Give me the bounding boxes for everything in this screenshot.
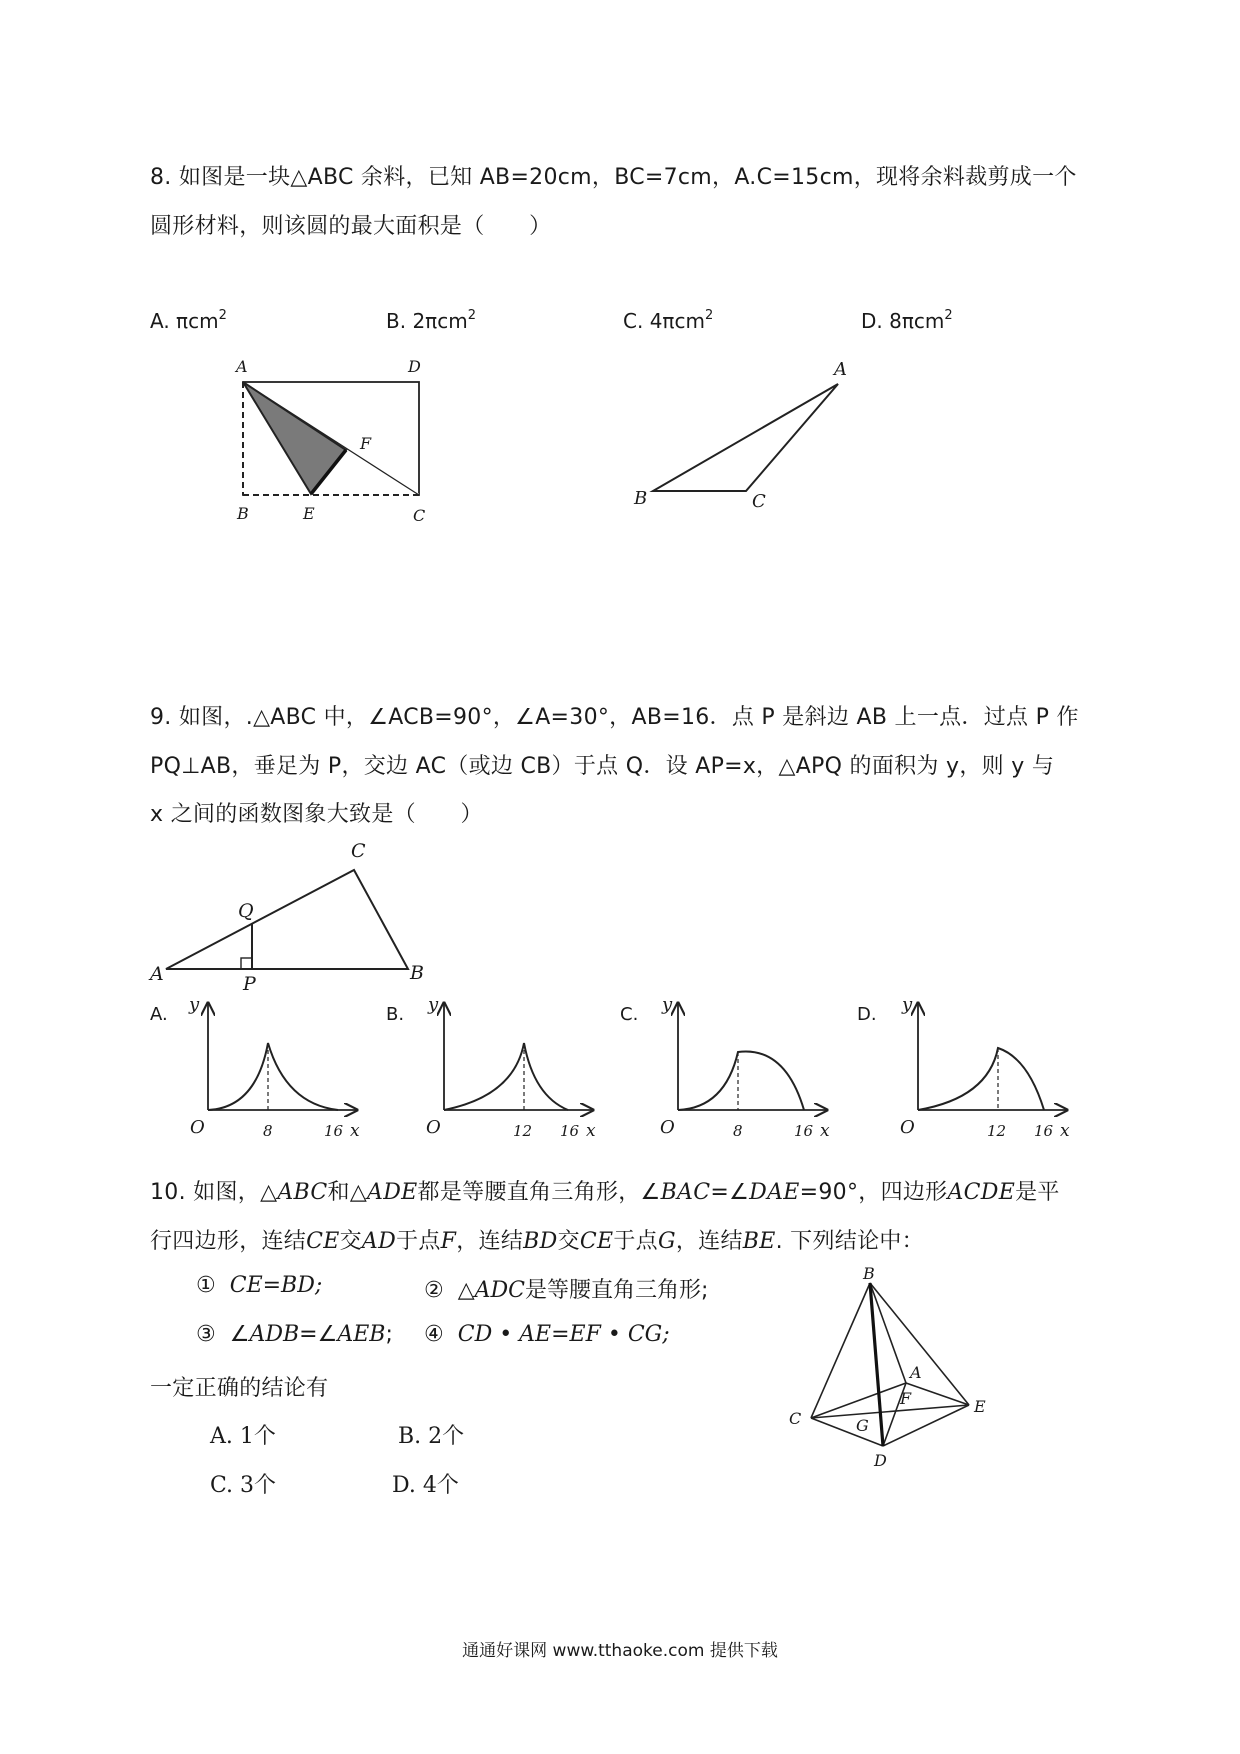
q10-fig-label-a: A (910, 1363, 922, 1382)
q10-fig-label-g: G (856, 1416, 869, 1435)
q9-graph-b-letter: B. (386, 1004, 405, 1025)
q9-text-line2: PQ⊥AB，垂足为 P，交边 AC（或边 CB）于点 Q．设 AP=x，△APQ 的面积为 y，则 y 与 (150, 754, 1055, 779)
q8-text-line2: 圆形材料，则该圆的最大面积是（ ） (150, 214, 552, 239)
q9-graph-d-tick2: 16 (1034, 1122, 1054, 1140)
q9-graph-d-y: y (902, 994, 913, 1015)
q10-option-a: A. 1个 (210, 1424, 276, 1449)
q9-graph-b-y: y (428, 994, 439, 1015)
q8-option-b: B. 2πcm$^2$ (386, 308, 476, 333)
q10-question: 一定正确的结论有 (150, 1376, 329, 1401)
q10-option-d: D. 4个 (392, 1473, 459, 1498)
q8-fig1-label-d: D (408, 357, 421, 376)
q9-fig-label-c: C (351, 840, 366, 862)
q10-option-c: C. 3个 (210, 1473, 277, 1498)
q9-graph-c-tick2: 16 (794, 1122, 814, 1140)
q8-fig2-label-c: C (752, 491, 766, 512)
q9-graph-c-tick1: 8 (733, 1122, 743, 1140)
q10-statement-3: ③ ∠ADB=∠AEB; (196, 1322, 393, 1347)
q10-statement-1: ① CE=BD; (196, 1273, 323, 1298)
q9-graph-c-x: x (820, 1121, 830, 1141)
q8-fig1-label-c: C (413, 506, 426, 525)
q8-fig1-label-b: B (237, 504, 249, 523)
q9-graph-b-x: x (586, 1121, 596, 1141)
q9-graph-c-y: y (662, 994, 673, 1015)
q8-option-a: A. πcm$^2$ (150, 308, 227, 333)
q9-graph-d-letter: D. (857, 1004, 877, 1025)
q10-option-b: B. 2个 (398, 1424, 465, 1449)
q10-fig-label-f: F (900, 1389, 912, 1408)
q9-graph-b-o: O (426, 1117, 441, 1138)
q10-fig-label-c: C (789, 1409, 802, 1428)
q9-graph-d-tick1: 12 (987, 1122, 1007, 1140)
q9-graph-a-tick1: 8 (263, 1122, 273, 1140)
q9-graph-b-tick2: 16 (560, 1122, 580, 1140)
q9-fig-label-a: A (150, 963, 164, 985)
q9-text-line1: 9. 如图，.△ABC 中，∠ACB=90°，∠A=30°，AB=16．点 P 是斜边 AB 上一点．过点 P 作 (150, 705, 1079, 730)
page-footer: 通通好课网 www.tthaoke.com 提供下载 (462, 1641, 778, 1661)
q9-graph-a-tick2: 16 (324, 1122, 344, 1140)
q8-fig1-label-e: E (303, 504, 315, 523)
q9-graph-c-letter: C. (620, 1004, 639, 1025)
q8-option-c: C. 4πcm$^2$ (623, 308, 714, 333)
q8-fig2-label-a: A (834, 359, 847, 380)
q10-fig-label-d: D (874, 1451, 887, 1470)
q8-option-d: D. 8πcm$^2$ (861, 308, 953, 333)
q9-graph-d-o: O (900, 1117, 915, 1138)
q9-fig-label-p: P (243, 973, 256, 995)
q10-statement-2: ② △ADC是等腰直角三角形; (424, 1278, 709, 1303)
q10-fig-label-e: E (974, 1397, 986, 1416)
q8-fig2-label-b: B (634, 488, 648, 509)
q9-text-line3: x 之间的函数图象大致是（ ） (150, 802, 483, 827)
q9-graph-a-x: x (350, 1121, 360, 1141)
q9-graph-b-tick1: 12 (513, 1122, 533, 1140)
q9-fig-label-b: B (410, 962, 424, 984)
q9-graph-c-o: O (660, 1117, 675, 1138)
q10-text-line1: 10. 如图，△ABC和△ADE都是等腰直角三角形，∠BAC=∠DAE=90°，四边形ACDE是平 (150, 1180, 1060, 1205)
q10-fig-label-b: B (863, 1264, 875, 1283)
q10-text-line2: 行四边形，连结CE交AD于点F，连结BD交CE于点G，连结BE. 下列结论中： (150, 1229, 924, 1254)
q9-graph-d-x: x (1060, 1121, 1070, 1141)
q9-graph-a-o: O (190, 1117, 205, 1138)
q9-graph-a-y: y (189, 994, 200, 1015)
q8-fig1-label-f: F (360, 434, 372, 453)
q8-fig1-label-a: A (236, 357, 248, 376)
q10-statement-4: ④ CD • AE=EF • CG; (424, 1322, 670, 1347)
q8-text-line1: 8. 如图是一块△ABC 余料，已知 AB=20cm，BC=7cm，A.C=15cm，现将余料裁剪成一个 (150, 165, 1077, 190)
q9-graph-a-letter: A. (150, 1004, 168, 1025)
q9-fig-label-q: Q (238, 900, 254, 922)
